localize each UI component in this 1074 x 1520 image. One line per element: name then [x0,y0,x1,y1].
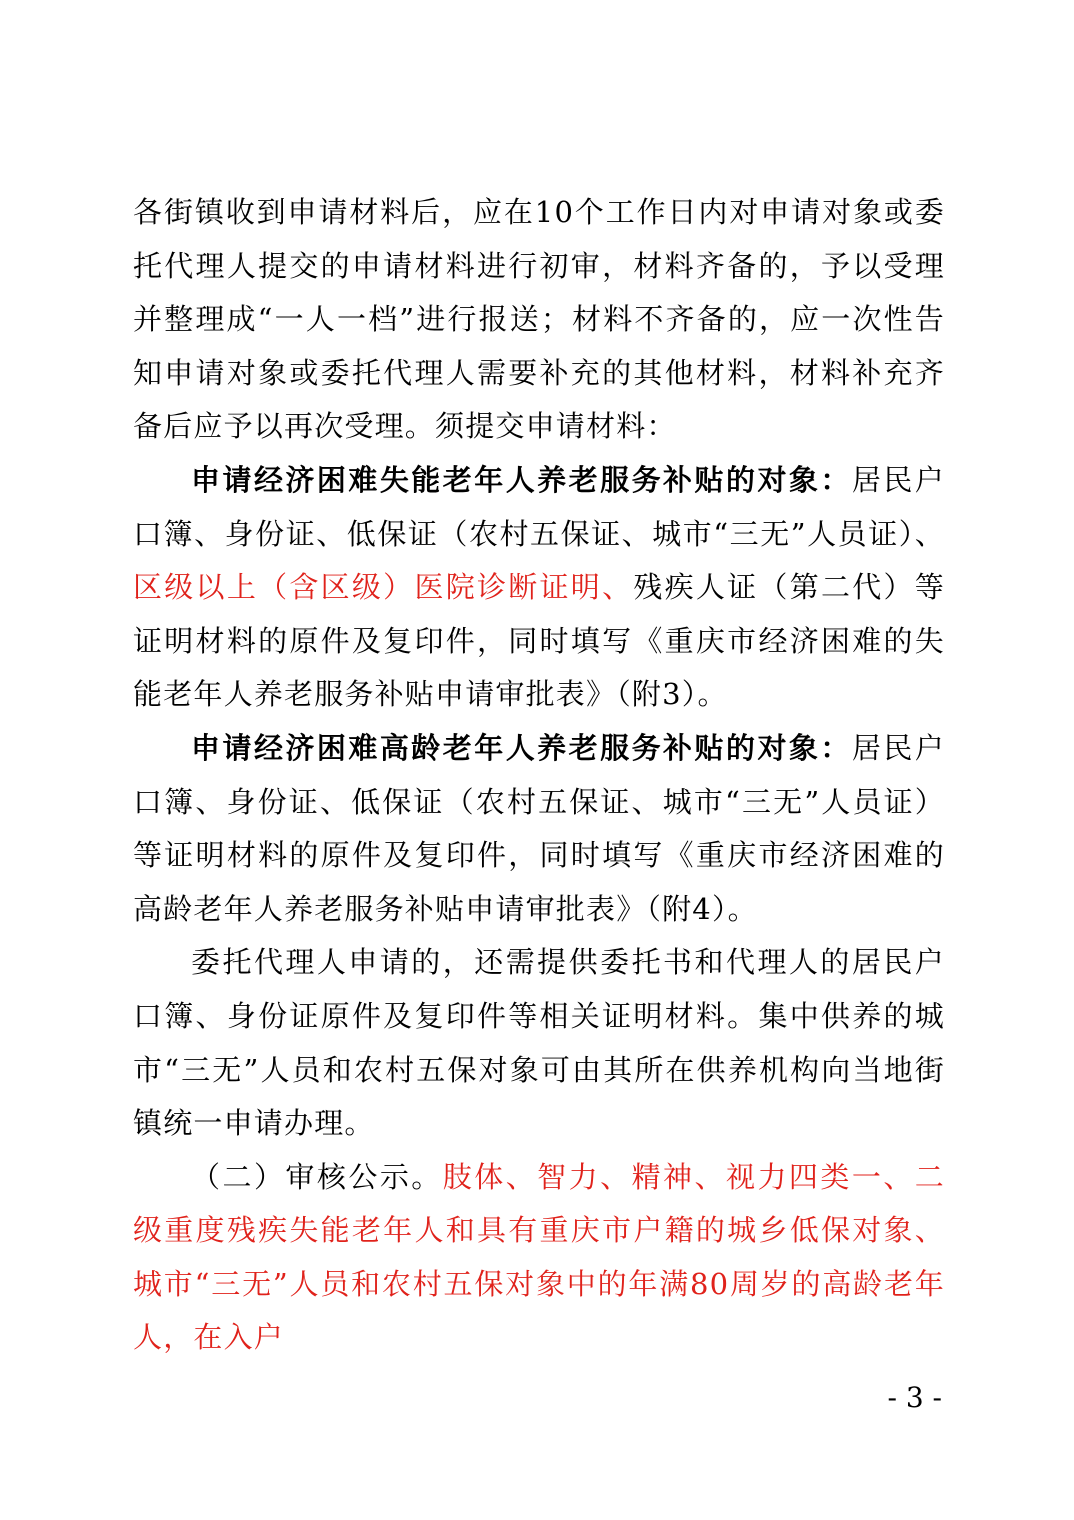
highlighted-text: 肢体、智力、精神、视力四类一、二级重度残疾失能老年人和具有重庆市户籍的城乡低保对象、城市“三无”人员和农村五保对象中的年满80周岁的高龄老年人，在入户 [133,1159,946,1355]
paragraph-heading: 申请经济困难失能老年人养老服务补贴的对象： [191,462,852,497]
section-heading: （二）审核公示。 [191,1159,443,1194]
document-body [133,186,945,1365]
paragraph-agent-application [133,936,945,1150]
paragraph-text: 委托代理人申请的，还需提供委托书和代理人的居民户口簿、身份证原件及复印件等相关证明材料。集中供养的城市“三无”人员和农村五保对象可由其所在供养机构向当地街镇统一申请办理。 [133,945,945,1141]
paragraph-review-publicity [133,1151,945,1365]
paragraph-disabled-elderly-materials [133,454,945,722]
paragraph-text: 各街镇收到申请材料后，应在10个工作日内对申请对象或委托代理人提交的申请材料进行初审，材料齐备的，予以受理并整理成“一人一档”进行报送；材料不齐备的，应一次性告知申请对象或委托代理人需要补充的其他材料，材料补充齐备后应予以再次受理。须提交申请材料： [133,195,945,444]
paragraph-elderly-materials [133,722,945,936]
paragraph-application-review [133,186,945,454]
paragraph-text: 残疾人证（第二代）等证明材料的原件及复印件，同时填写《重庆市经济困难的失能老年人养老服务补贴申请审批表》（附3）。 [133,570,945,712]
page-number: - 3 - [887,1381,942,1414]
highlighted-text: 区级以上（含区级）医院诊断证明、 [133,570,634,605]
paragraph-text: 居民户口簿、身份证、低保证（农村五保证、城市“三无”人员证）等证明材料的原件及复印件，同时填写《重庆市经济困难的高龄老年人养老服务补贴申请审批表》（附4）。 [133,730,945,926]
paragraph-heading: 申请经济困难高龄老年人养老服务补贴的对象： [191,730,852,765]
paragraph-text: 居民户口簿、身份证、低保证（农村五保证、城市“三无”人员证）、 [133,462,945,551]
